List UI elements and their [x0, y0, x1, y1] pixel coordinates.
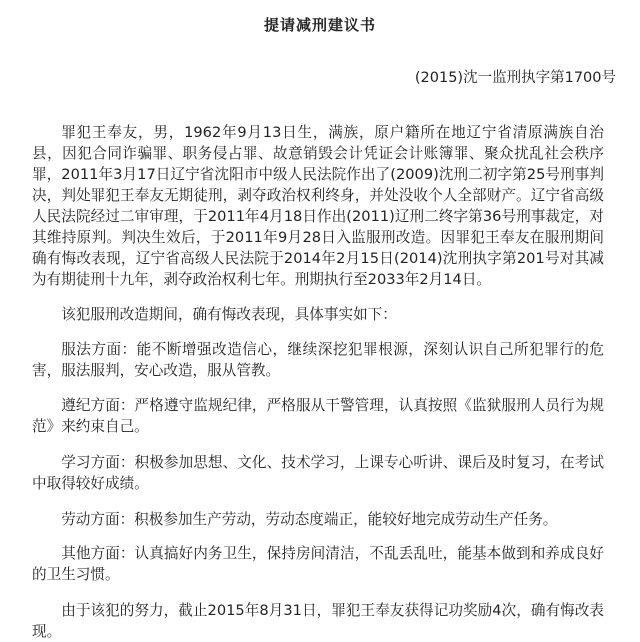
paragraph-case-background: 罪犯王奉友，男，1962年9月13日生，满族，原户籍所在地辽宁省清原满族自治县，因犯合同诈骗罪、职务侵占罪、故意销毁会计凭证会计账簿罪、聚众扰乱社会秩序罪，2011年3月17日辽宁省沈阳市中级人民法院作出了(2009)沈刑二初字第25号刑事判决，判处罪犯王奉友无期徒刑，剥夺政治权利终身，并处没收个人全部财产。辽宁省高级人民法院经过二审审理，于2011年4月18日作出(2011)辽刑二终字第36号刑事裁定，对其维持原判。判决生效后，于2011年9月28日入监服刑改造。因罪犯王奉友在服刑期间确有悔改表现，辽宁省高级人民法院于2014年2月15日(2014)沈刑执字第201号对其减为有期徒刑十九年，剥夺政治权利七年。刑期执行至2033年2月14日。	[32, 124, 604, 288]
paragraph-labor: 劳动方面：积极参加生产劳动，劳动态度端正，能较好地完成劳动生产任务。	[61, 511, 558, 528]
paragraph-conclusion: 由于该犯的努力，截止2015年8月31日，罪犯王奉友获得记功奖励4次，确有悔改表现。	[32, 602, 604, 640]
paragraph-discipline: 遵纪方面：严格遵守监规纪律，严格服从干警管理，认真按照《监狱服刑人员行为规范》来约束自己。	[32, 397, 604, 435]
document-title: 提请减刑建议书	[263, 16, 376, 34]
document-number: (2015)沈一监刑执字第1700号	[414, 70, 616, 86]
paragraph-other: 其他方面：认真搞好内务卫生，保持房间清洁，不乱丢乱吐，能基本做到和养成良好的卫生习惯。	[32, 545, 604, 583]
paragraph-law-compliance: 服法方面：能不断增强改造信心，继续深挖犯罪根源，深刻认识自己所犯罪行的危害，服法服判，安心改造，服从管教。	[32, 341, 604, 379]
paragraph-study: 学习方面：积极参加思想、文化、技术学习，上课专心听讲、课后及时复习，在考试中取得较好成绩。	[32, 454, 604, 492]
paragraph-summary: 该犯服刑改造期间，确有悔改表现，具体事实如下：	[61, 306, 397, 323]
